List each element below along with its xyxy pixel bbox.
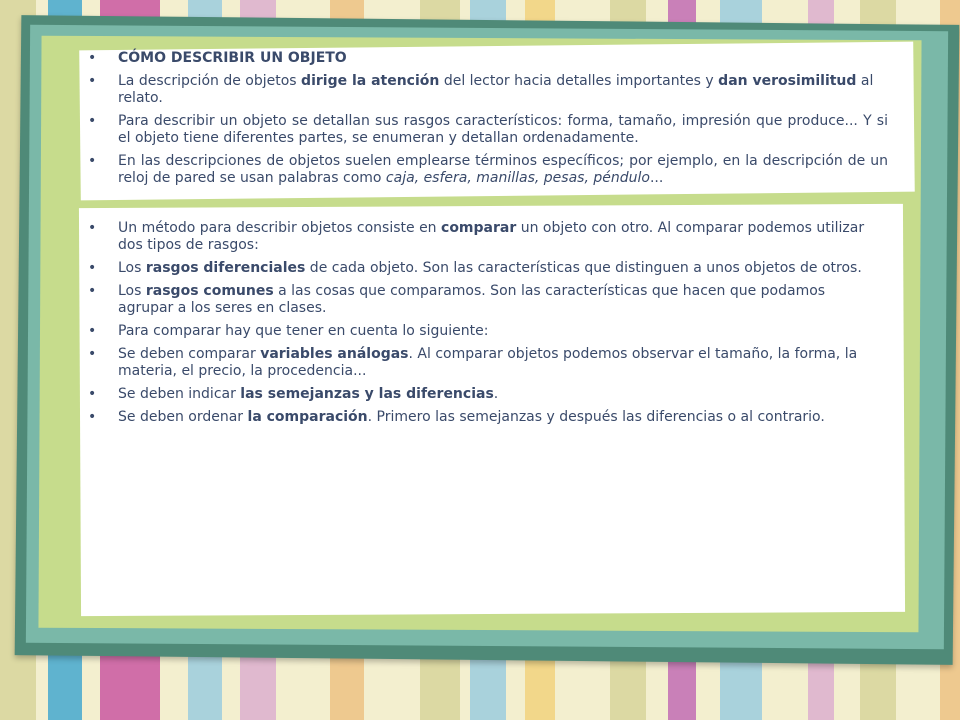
emphasis: rasgos diferenciales (145, 260, 306, 276)
top-list (88, 50, 888, 193)
list-item: • Para comparar hay que tener en cuenta lo siguiente: (88, 323, 878, 340)
text: Los (118, 283, 146, 299)
text: . Al comparar objetos podemos observar el tamaño, la forma, la materia, el precio, la procedencia... (118, 346, 858, 379)
emphasis: dan verosimilitud (718, 73, 857, 89)
list-item (88, 409, 878, 426)
text: Se deben comparar (118, 346, 261, 362)
italic-terms: caja, esfera, manillas, pesas, péndulo (385, 170, 650, 186)
text: Un método para describir objetos consiste en (118, 220, 442, 236)
list-item (88, 260, 878, 277)
list-item (88, 73, 888, 107)
text: del lector hacia detalles importantes y (439, 73, 719, 89)
emphasis: la comparación (247, 409, 368, 425)
emphasis: dirige la atención (301, 73, 440, 89)
text: al relato. (118, 73, 874, 106)
text: Se deben ordenar (118, 409, 248, 425)
text: de cada objeto. Son las características que distinguen a unos objetos de otros. (305, 260, 862, 276)
text: un objeto con otro. Al comparar podemos utilizar dos tipos de rasgos: (118, 220, 865, 253)
text: a las cosas que comparamos. Son las características que hacen que podamos agrupar a los seres en clases. (118, 283, 826, 316)
text: La descripción de objetos (118, 73, 302, 89)
emphasis: comparar (441, 220, 517, 236)
text: Se deben indicar (118, 386, 241, 402)
list-item (88, 220, 878, 254)
text: . Primero las semejanzas y después las diferencias o al contrario. (367, 409, 825, 425)
list-item: • Para describir un objeto se detallan sus rasgos característicos: forma, tamaño, impresión que produce... Y si el objeto tiene diferentes partes, se enumeran y detallan ordenadamente. (88, 113, 888, 147)
list-item (88, 386, 878, 403)
list-item (88, 153, 888, 187)
list-item (88, 283, 878, 317)
bottom-list (88, 220, 878, 432)
emphasis: las semejanzas y las diferencias (240, 386, 494, 402)
emphasis: variables análogas (260, 346, 409, 362)
text: ... (649, 170, 664, 186)
emphasis: rasgos comunes (145, 283, 274, 299)
section-heading: CÓMO DESCRIBIR UN OBJETO (118, 50, 347, 66)
text: Los (118, 260, 146, 276)
text: En las descripciones de objetos suelen emplearse términos específicos; por ejemplo, en la descripción de un reloj de pared se usan palabras como (118, 153, 888, 186)
list-item (88, 346, 878, 380)
text: . (493, 386, 499, 402)
list-item (88, 50, 888, 67)
